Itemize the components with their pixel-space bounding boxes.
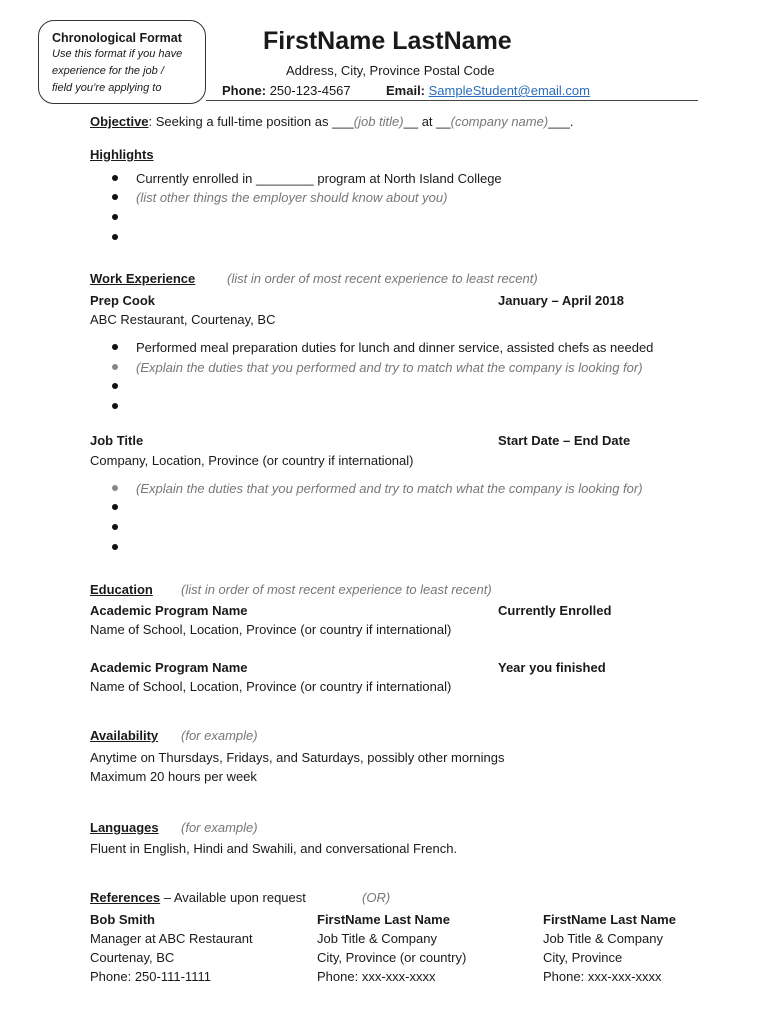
languages-heading: Languages [90,820,159,835]
email-label: Email: [386,83,426,98]
bullet [112,344,118,350]
reference-name: FirstName Last Name [317,912,450,927]
bullet [112,524,118,530]
phone-label: Phone: [222,83,267,98]
company-name-placeholder: (company name) [450,114,549,129]
reference-line: City, Province [543,950,623,965]
job-duty: Performed meal preparation duties for lunch and dinner service, assisted chefs as needed [136,340,654,355]
phone-value: 250-123-4567 [269,83,351,98]
job-dates: January – April 2018 [498,293,624,308]
email-link[interactable]: SampleStudent@email.com [428,83,590,98]
work-note: (list in order of most recent experience to least recent) [227,271,538,286]
callout-line: Use this format if you have [52,48,183,60]
objective-heading: Objective [90,114,149,129]
bullet [112,383,118,389]
school-name: Name of School, Location, Province (or country if international) [90,679,452,694]
reference-line: Courtenay, BC [90,950,175,965]
availability-line: Maximum 20 hours per week [90,769,257,784]
address: Address, City, Province Postal Code [286,63,495,78]
job-title: Prep Cook [90,293,156,308]
job-duty: (Explain the duties that you performed and try to match what the company is looking for) [136,360,643,375]
job-company: Company, Location, Province (or country if international) [90,453,414,468]
availability-line: Anytime on Thursdays, Fridays, and Saturdays, possibly other mornings [90,750,505,765]
callout-line: experience for the job / [52,65,164,77]
reference-line: Phone: xxx-xxx-xxxx [317,969,436,984]
reference-line: Phone: 250-111-1111 [90,969,211,984]
bullet [112,194,118,200]
availability-note: (for example) [181,728,258,743]
job-duty: (Explain the duties that you performed and try to match what the company is looking for) [136,481,643,496]
job-title: Job Title [90,433,144,448]
reference-line: Manager at ABC Restaurant [90,931,253,946]
objective [90,114,573,129]
contact-line [222,83,351,98]
highlights-heading: Highlights [90,147,154,162]
bullet [112,234,118,240]
bullet [112,403,118,409]
job-dates: Start Date – End Date [498,433,631,448]
email-line [386,83,590,98]
objective-text: ___. [548,114,574,129]
objective-text: : Seeking a full-time position as ___ [148,114,354,129]
highlight-item: (list other things the employer should know about you) [136,190,448,205]
reference-line: City, Province (or country) [317,950,467,965]
reference-line: Phone: xxx-xxx-xxxx [543,969,662,984]
program-status: Year you finished [498,660,606,675]
bullet [112,214,118,220]
reference-line: Job Title & Company [317,931,437,946]
work-experience-heading: Work Experience [90,271,196,286]
format-callout [38,20,206,104]
education-note: (list in order of most recent experience to least recent) [181,582,492,597]
job-title-placeholder: (job title) [353,114,404,129]
callout-line: field you’re applying to [52,82,162,94]
bullet [112,504,118,510]
languages-line: Fluent in English, Hindi and Swahili, and conversational French. [90,841,458,856]
references-line [90,890,306,905]
highlight-item: Currently enrolled in ________ program at North Island College [136,171,502,186]
bullet [112,544,118,550]
callout-title: Chronological Format [52,31,182,45]
education-heading: Education [90,582,153,597]
header-divider [206,100,698,101]
reference-name: Bob Smith [90,912,155,927]
bullet [112,364,118,370]
objective-text: __ at __ [403,114,451,129]
applicant-name: FirstName LastName [263,27,512,55]
languages-note: (for example) [181,820,258,835]
program-status: Currently Enrolled [498,603,612,618]
program-name: Academic Program Name [90,603,248,618]
reference-line: Job Title & Company [543,931,663,946]
references-text: – Available upon request [160,890,306,905]
references-or: (OR) [362,890,391,905]
school-name: Name of School, Location, Province (or country if international) [90,622,452,637]
program-name: Academic Program Name [90,660,248,675]
job-company: ABC Restaurant, Courtenay, BC [90,312,276,327]
bullet [112,485,118,491]
bullet [112,175,118,181]
availability-heading: Availability [90,728,159,743]
reference-name: FirstName Last Name [543,912,676,927]
references-heading: References [90,890,161,905]
